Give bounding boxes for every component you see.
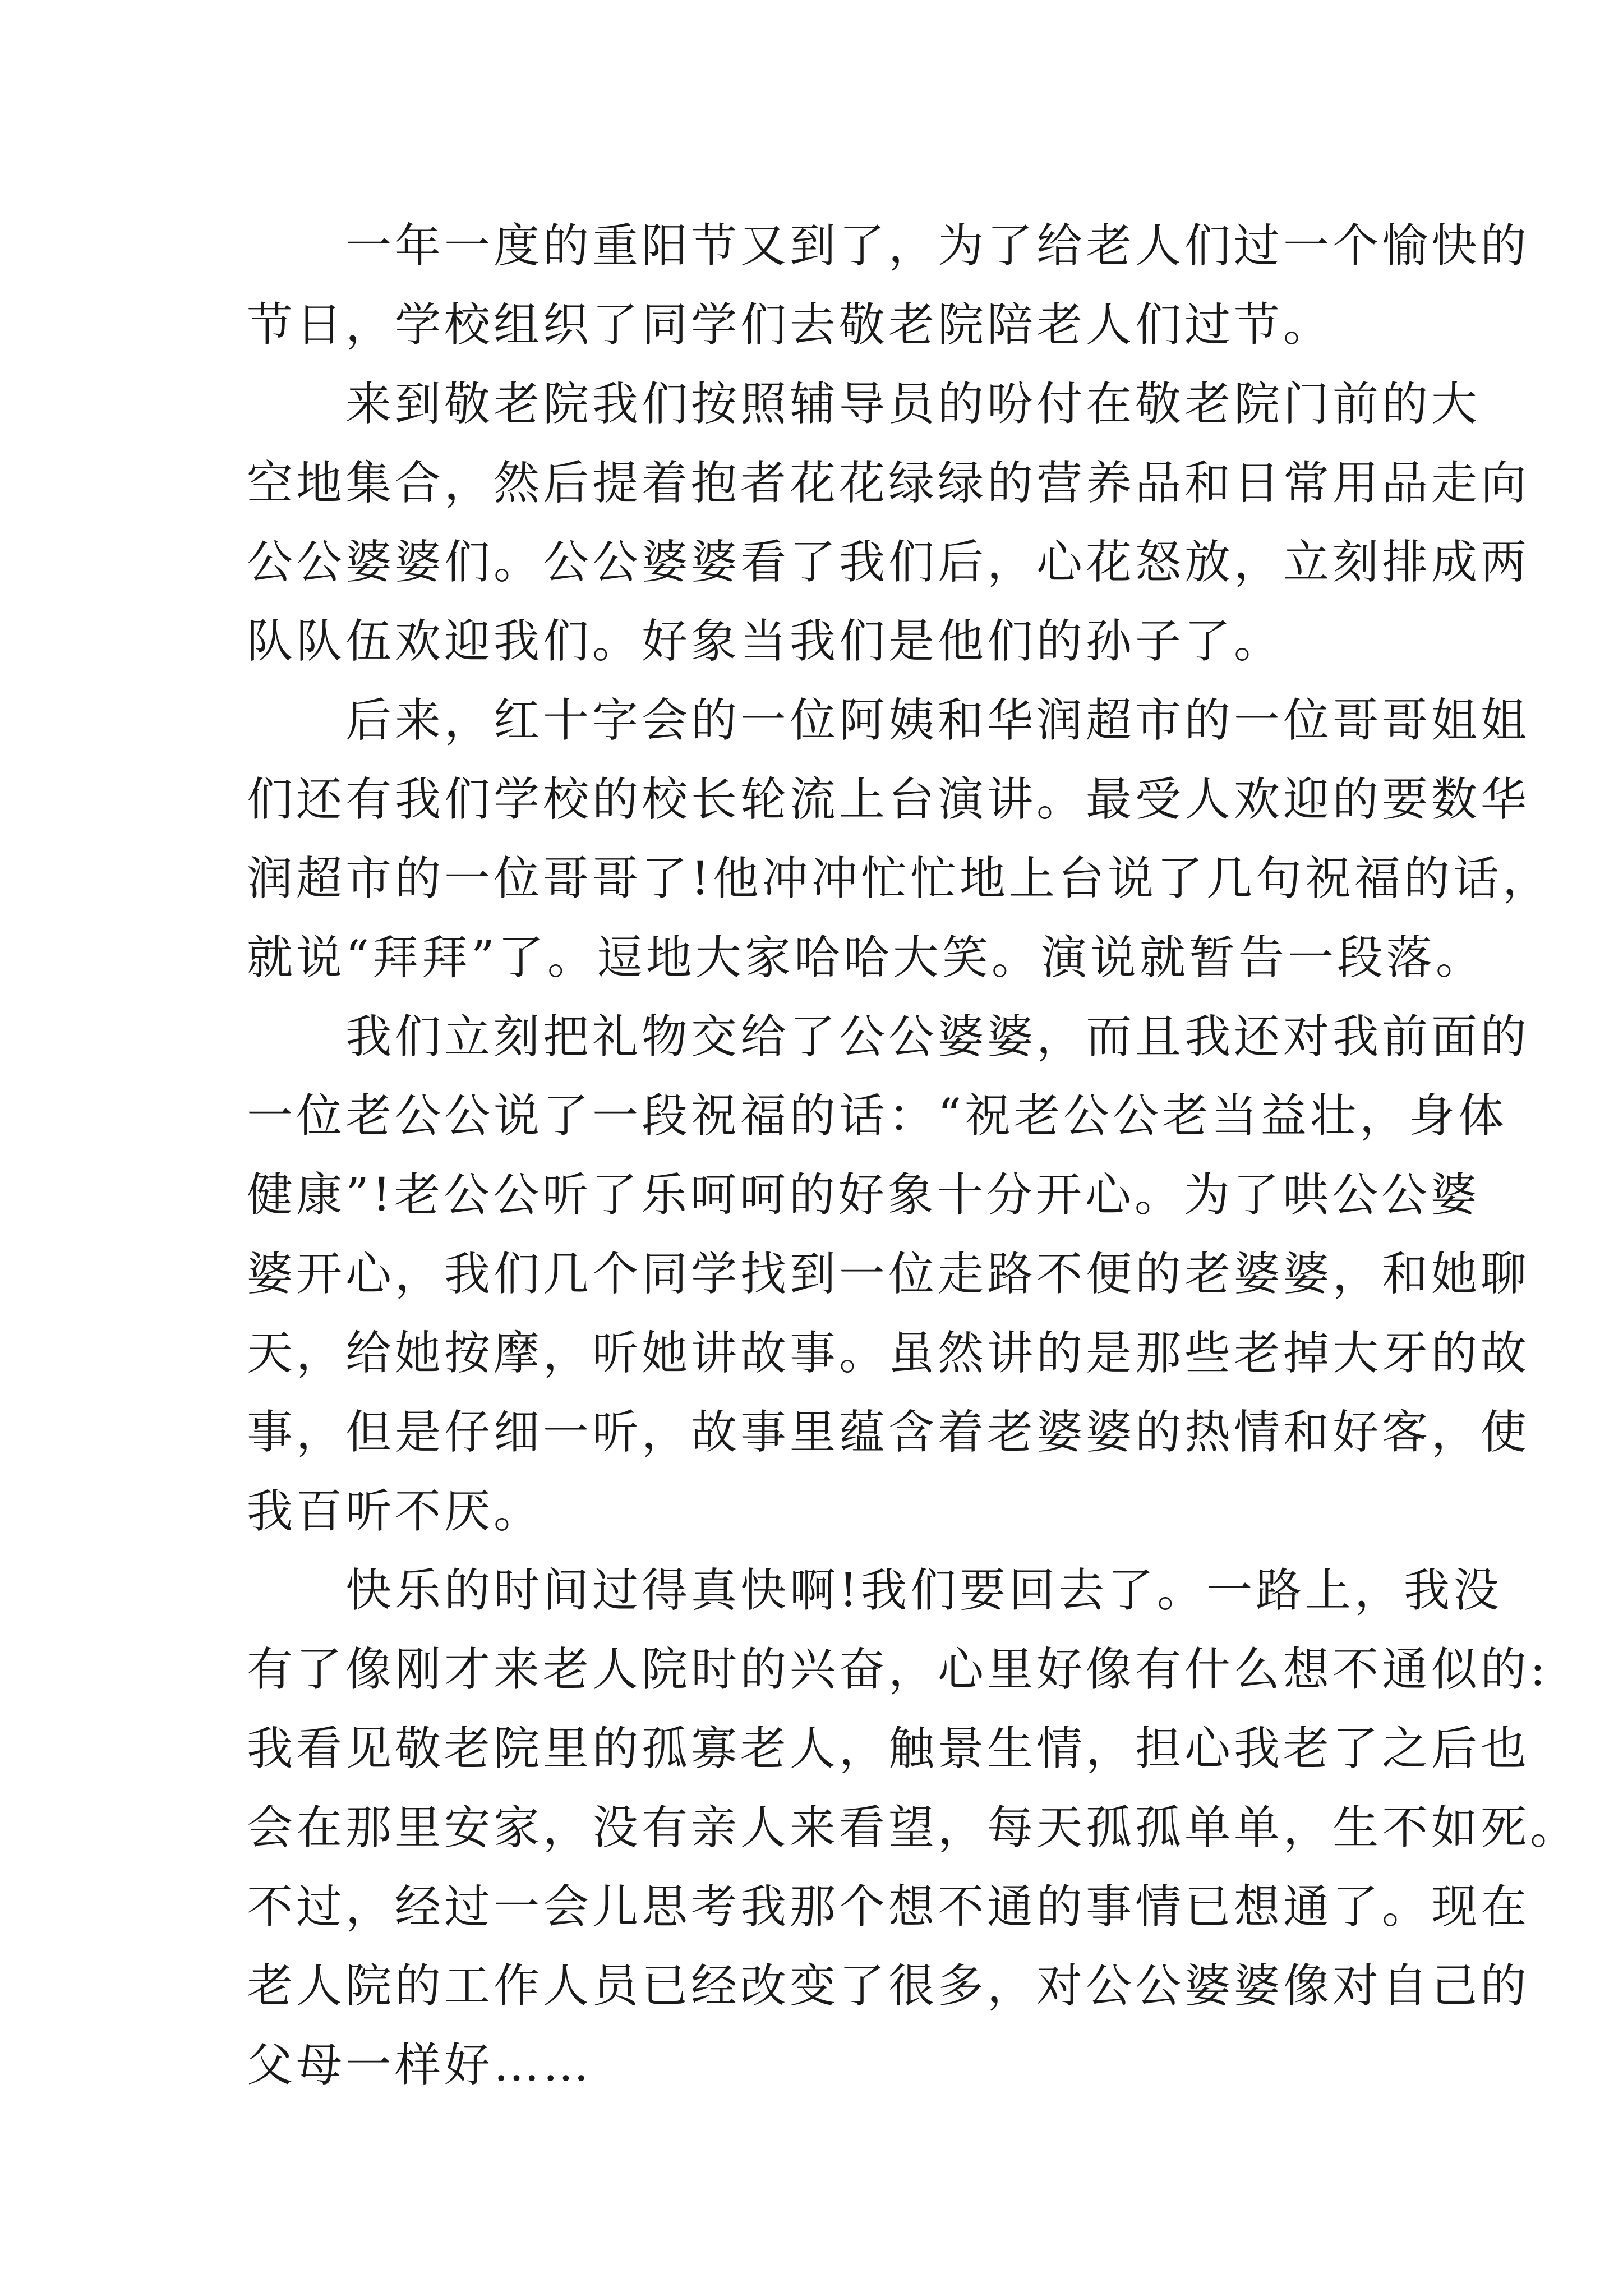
text-line: 来到敬老院我们按照辅导员的吩付在敬老院门前的大 xyxy=(247,378,1481,431)
text-line: 天，给她按摩，听她讲故事。虽然讲的是那些老掉大牙的故 xyxy=(247,1327,1530,1380)
text-line: 老人院的工作人员已经改变了很多，对公公婆婆像对自己的 xyxy=(247,1959,1530,2013)
text-line: 父母一样好…… xyxy=(247,2039,593,2092)
text-line: 一位老公公说了一段祝福的话：“祝老公公老当益壮，身体 xyxy=(247,1089,1507,1143)
text-line: 润超市的一位哥哥了!他冲冲忙忙地上台说了几句祝福的话， xyxy=(247,852,1552,905)
text-line: 快乐的时间过得真快啊!我们要回去了。一路上，我没 xyxy=(247,1564,1502,1617)
text-line: 有了像刚才来老人院时的兴奋，心里好像有什么想不通似的: xyxy=(247,1643,1549,1696)
text-line: 后来，红十字会的一位阿姨和华润超市的一位哥哥姐姐 xyxy=(247,694,1530,747)
text-line: 一年一度的重阳节又到了，为了给老人们过一个愉快的 xyxy=(247,219,1530,273)
text-line: 我看见敬老院里的孤寡老人，触景生情，担心我老了之后也 xyxy=(247,1722,1530,1775)
text-line: 公公婆婆们。公公婆婆看了我们后，心花怒放，立刻排成两 xyxy=(247,536,1530,589)
text-line: 队队伍欢迎我们。好象当我们是他们的孙子了。 xyxy=(247,615,1284,668)
text-line: 我们立刻把礼物交给了公公婆婆，而且我还对我前面的 xyxy=(247,1010,1530,1064)
text-line: 就说“拜拜”了。逗地大家哈哈大笑。演说就暂告一段落。 xyxy=(247,931,1485,984)
text-line: 会在那里安家，没有亲人来看望，每天孤孤单单，生不如死。 xyxy=(247,1801,1580,1855)
essay-body xyxy=(247,206,1580,2105)
text-line: 我百听不厌。 xyxy=(247,1485,543,1538)
text-line: 婆开心，我们几个同学找到一位走路不便的老婆婆，和她聊 xyxy=(247,1248,1530,1301)
text-line: 空地集合，然后提着抱者花花绿绿的营养品和日常用品走向 xyxy=(247,457,1530,510)
text-line: 节日，学校组织了同学们去敬老院陪老人们过节。 xyxy=(247,298,1333,352)
text-line: 不过，经过一会儿思考我那个想不通的事情已想通了。现在 xyxy=(247,1880,1530,1934)
text-line: 健康”!老公公听了乐呵呵的好象十分开心。为了哄公公婆 xyxy=(247,1168,1480,1222)
text-line: 们还有我们学校的校长轮流上台演讲。最受人欢迎的要数华 xyxy=(247,773,1530,826)
text-line: 事，但是仔细一听，故事里蕴含着老婆婆的热情和好客，使 xyxy=(247,1406,1530,1459)
